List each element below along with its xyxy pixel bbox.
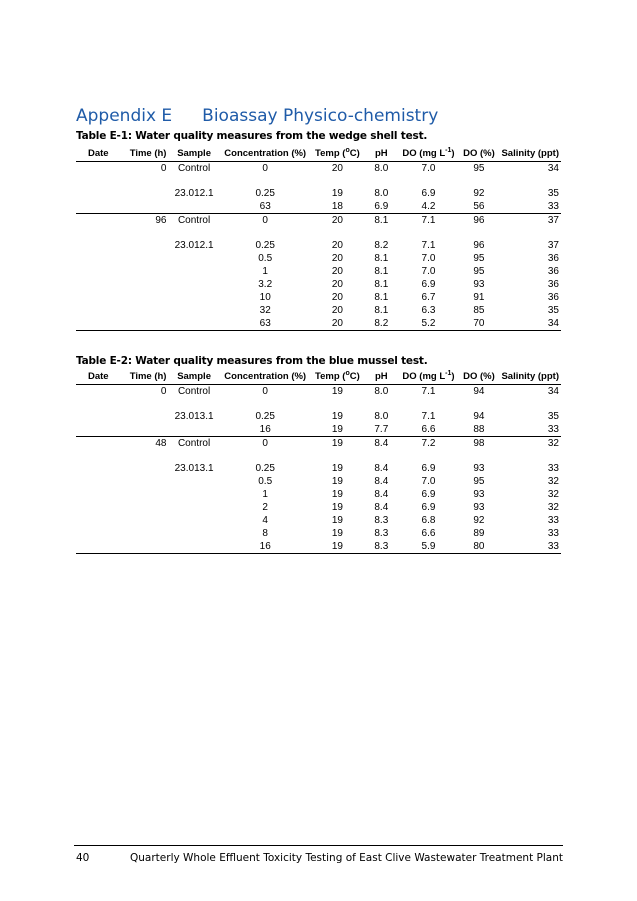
table-cell: 0.25	[255, 411, 275, 422]
table-cell: 32	[547, 489, 559, 500]
table-cell: 36	[547, 292, 559, 303]
table-cell: 19	[331, 476, 343, 487]
table-cell: 20	[331, 305, 343, 316]
table-cell: 4	[262, 515, 268, 526]
table-cell: 34	[499, 317, 561, 331]
table-cell: 0	[262, 386, 268, 397]
table-cell: 94	[473, 411, 485, 422]
table-cell: 6.9	[364, 200, 399, 214]
table-cell	[121, 291, 169, 304]
table-cell: 19	[331, 463, 343, 474]
table-cell: 89	[473, 528, 485, 539]
table-cell: 93	[473, 463, 485, 474]
table-row	[76, 540, 561, 554]
table-cell: 92	[473, 515, 485, 526]
table-cell	[121, 410, 169, 423]
table-cell	[168, 501, 219, 514]
table-cell: 34	[547, 386, 559, 397]
table-cell: 8.4	[374, 438, 389, 449]
table-cell	[121, 200, 169, 214]
table-cell: 6.8	[421, 515, 436, 526]
table-cell: 95	[473, 476, 485, 487]
table-cell: 20	[331, 292, 343, 303]
table-cell: 8.1	[374, 292, 389, 303]
table-cell	[121, 475, 169, 488]
table-cell: 23.012.1	[174, 240, 214, 251]
table-cell: 7.1	[421, 240, 436, 251]
table-row	[76, 187, 561, 200]
table-cell: 7.1	[421, 386, 436, 397]
table-cell: 23.012.1	[174, 188, 214, 199]
table-cell: 33	[499, 540, 561, 554]
appendix-title: Bioassay Physico-chemistry	[202, 106, 439, 126]
table-cell	[121, 501, 169, 514]
table-cell: 93	[473, 279, 485, 290]
table-cell: 8.1	[374, 266, 389, 277]
table-cell: 32	[547, 502, 559, 513]
table-row	[76, 437, 561, 463]
table-cell: 70	[458, 317, 499, 331]
table-row	[76, 462, 561, 475]
table-cell: 6.9	[421, 188, 436, 199]
table-cell: 20	[311, 317, 364, 331]
table-cell: 92	[473, 188, 485, 199]
table-cell	[121, 462, 169, 475]
table-cell: 19	[331, 502, 343, 513]
table-cell: 10	[259, 292, 271, 303]
table-cell: 8.1	[374, 305, 389, 316]
table-cell: 95	[473, 266, 485, 277]
table-row	[76, 291, 561, 304]
table-cell	[121, 488, 169, 501]
table-cell: 88	[458, 423, 499, 437]
table-row	[76, 239, 561, 252]
table-cell	[168, 265, 219, 278]
table-row	[76, 410, 561, 423]
table-cell: Control	[177, 163, 211, 174]
table-cell: 85	[473, 305, 485, 316]
table-e2-caption: Table E-2: Water quality measures from the blue mussel test.	[76, 355, 428, 367]
table-cell: 36	[547, 279, 559, 290]
table-cell	[76, 423, 121, 437]
table-cell: 20	[331, 253, 343, 264]
table-e2	[76, 369, 561, 554]
table-cell: 48	[155, 438, 167, 449]
table-cell	[168, 514, 219, 527]
table-cell: 8.0	[374, 188, 389, 199]
table-cell: 18	[311, 200, 364, 214]
table-cell: 35	[547, 305, 559, 316]
table-cell	[168, 252, 219, 265]
table-row	[76, 265, 561, 278]
table-cell	[76, 265, 121, 278]
table-row	[76, 252, 561, 265]
table-cell: 8.1	[374, 279, 389, 290]
table-cell	[168, 423, 219, 437]
table-cell: 16	[220, 423, 311, 437]
table-cell: 80	[458, 540, 499, 554]
table-cell	[168, 200, 219, 214]
table-cell: 19	[331, 188, 343, 199]
table-cell: 23.013.1	[174, 411, 214, 422]
table-row	[76, 527, 561, 540]
table-cell: 7.1	[421, 411, 436, 422]
table-cell: 0	[262, 438, 268, 449]
column-header: Sample	[168, 146, 219, 162]
table-cell	[76, 385, 121, 411]
table-cell: 8.2	[364, 317, 399, 331]
table-cell: 0.25	[255, 188, 275, 199]
table-cell: 7.0	[421, 163, 436, 174]
table-cell: 8.3	[374, 528, 389, 539]
table-cell: Control	[177, 438, 211, 449]
table-cell: 98	[473, 438, 485, 449]
table-cell: 6.7	[421, 292, 436, 303]
table-cell: 0.25	[255, 240, 275, 251]
table-cell: 8.4	[374, 502, 389, 513]
table-cell: 8.4	[374, 476, 389, 487]
table-cell: 36	[547, 266, 559, 277]
table-cell	[121, 317, 169, 331]
column-header: DO (mg $L^{-1}$)	[399, 369, 459, 385]
table-row	[76, 475, 561, 488]
table-cell: 56	[458, 200, 499, 214]
table-cell: 63	[220, 200, 311, 214]
column-header: Time (h)	[121, 146, 169, 162]
table-cell	[121, 540, 169, 554]
table-cell: 7.2	[421, 438, 436, 449]
table-cell	[76, 501, 121, 514]
table-cell: 96	[155, 215, 167, 226]
column-header: pH	[364, 369, 399, 385]
column-header: pH	[364, 146, 399, 162]
table-row	[76, 200, 561, 214]
table-cell: 93	[473, 489, 485, 500]
table-cell: 37	[547, 215, 559, 226]
column-header: Time (h)	[121, 369, 169, 385]
table-cell: 20	[331, 215, 343, 226]
table-cell	[76, 291, 121, 304]
table-cell: 33	[499, 423, 561, 437]
table-cell	[76, 200, 121, 214]
table-cell: 37	[547, 240, 559, 251]
table-cell: 8.2	[374, 240, 389, 251]
table-cell: 8.4	[374, 489, 389, 500]
table-cell: 20	[331, 266, 343, 277]
table-cell: 1	[262, 489, 268, 500]
table-cell: 6.9	[421, 463, 436, 474]
table-e1-caption: Table E-1: Water quality measures from the wedge shell test.	[76, 130, 428, 142]
table-cell	[168, 475, 219, 488]
table-cell	[121, 423, 169, 437]
column-header: DO (%)	[458, 369, 499, 385]
table-cell: 7.0	[421, 253, 436, 264]
table-cell: 33	[547, 528, 559, 539]
table-cell: 19	[331, 386, 343, 397]
table-row	[76, 385, 561, 411]
table-cell: 33	[547, 463, 559, 474]
table-cell	[76, 488, 121, 501]
table-cell: 0	[262, 215, 268, 226]
table-cell	[76, 514, 121, 527]
table-row	[76, 304, 561, 317]
table-cell: 91	[473, 292, 485, 303]
table-cell: 0	[160, 163, 167, 174]
table-cell: 95	[473, 253, 485, 264]
column-header: Temp ($^o$C)	[311, 369, 364, 385]
table-cell	[76, 252, 121, 265]
table-cell: 6.3	[421, 305, 436, 316]
table-cell	[121, 252, 169, 265]
table-row	[76, 214, 561, 240]
table-cell: 19	[311, 423, 364, 437]
table-cell: 0	[262, 163, 268, 174]
table-row	[76, 278, 561, 291]
table-cell	[168, 527, 219, 540]
table-cell: 3.2	[258, 279, 273, 290]
table-cell	[76, 527, 121, 540]
table-cell: 8.4	[374, 463, 389, 474]
column-header: Salinity (ppt)	[499, 369, 561, 385]
table-cell: 8.3	[364, 540, 399, 554]
table-cell: 19	[331, 411, 343, 422]
column-header: Concentration (%)	[220, 146, 311, 162]
table-cell: 34	[547, 163, 559, 174]
table-cell	[121, 527, 169, 540]
table-cell	[76, 239, 121, 252]
table-e1	[76, 146, 561, 331]
table-cell: 35	[547, 188, 559, 199]
table-cell: Control	[177, 215, 211, 226]
table-cell: 33	[547, 515, 559, 526]
table-cell: 6.6	[399, 423, 459, 437]
table-cell	[76, 304, 121, 317]
column-header: Salinity (ppt)	[499, 146, 561, 162]
table-cell: 35	[547, 411, 559, 422]
column-header: DO (%)	[458, 146, 499, 162]
column-header: Date	[76, 146, 121, 162]
table-cell	[168, 317, 219, 331]
table-cell	[121, 239, 169, 252]
table-row	[76, 317, 561, 331]
table-cell: 6.9	[421, 502, 436, 513]
column-header: Temp ($^o$C)	[311, 146, 364, 162]
table-cell: 2	[262, 502, 268, 513]
table-cell: 96	[473, 215, 485, 226]
table-header-row	[76, 369, 561, 385]
document-title: Quarterly Whole Effluent Toxicity Testing of East Clive Wastewater Treatment Plant	[130, 852, 563, 864]
table-cell: 96	[473, 240, 485, 251]
table-row	[76, 514, 561, 527]
table-cell: 20	[331, 279, 343, 290]
table-cell: 0.5	[258, 476, 273, 487]
table-cell: 8.0	[374, 163, 389, 174]
table-cell: 5.9	[399, 540, 459, 554]
table-cell: 32	[259, 305, 271, 316]
table-cell	[76, 278, 121, 291]
table-cell: 20	[331, 240, 343, 251]
table-cell	[76, 162, 121, 188]
appendix-heading	[76, 106, 438, 126]
table-cell: 32	[547, 438, 559, 449]
table-cell: 6.9	[421, 489, 436, 500]
table-cell: 8.1	[374, 253, 389, 264]
table-cell	[121, 187, 169, 200]
table-cell: 36	[547, 253, 559, 264]
table-cell: 8.1	[374, 215, 389, 226]
page-number: 40	[76, 852, 90, 864]
column-header: Date	[76, 369, 121, 385]
table-cell	[76, 437, 121, 463]
table-cell: 63	[220, 317, 311, 331]
table-cell: 95	[473, 163, 485, 174]
table-row	[76, 501, 561, 514]
table-cell: 20	[331, 163, 343, 174]
column-header: Sample	[168, 369, 219, 385]
table-cell	[76, 214, 121, 240]
table-cell	[168, 488, 219, 501]
table-row	[76, 488, 561, 501]
table-cell	[76, 462, 121, 475]
table-cell: 8.0	[374, 411, 389, 422]
table-cell: 23.013.1	[174, 463, 214, 474]
table-cell	[121, 514, 169, 527]
table-cell: 33	[499, 200, 561, 214]
table-cell: 93	[473, 502, 485, 513]
table-cell	[121, 265, 169, 278]
table-cell	[76, 475, 121, 488]
table-cell: Control	[177, 386, 211, 397]
table-cell: 19	[331, 489, 343, 500]
column-header: Concentration (%)	[220, 369, 311, 385]
table-cell: 7.1	[421, 215, 436, 226]
table-cell: 6.9	[421, 279, 436, 290]
table-cell	[76, 317, 121, 331]
table-cell: 7.7	[364, 423, 399, 437]
appendix-label: Appendix E	[76, 106, 173, 126]
table-cell	[121, 304, 169, 317]
table-cell: 4.2	[399, 200, 459, 214]
table-cell: 1	[262, 266, 268, 277]
table-cell: 8.0	[374, 386, 389, 397]
table-cell: 5.2	[399, 317, 459, 331]
table-cell: 19	[331, 528, 343, 539]
table-cell: 19	[311, 540, 364, 554]
table-row	[76, 162, 561, 188]
column-header: DO (mg $L^{-1}$)	[399, 146, 459, 162]
table-cell: 7.0	[421, 266, 436, 277]
table-cell: 8.3	[374, 515, 389, 526]
table-cell	[168, 278, 219, 291]
table-cell	[168, 540, 219, 554]
table-cell: 0.5	[258, 253, 273, 264]
table-cell: 19	[331, 438, 343, 449]
table-cell: 32	[547, 476, 559, 487]
table-cell	[76, 540, 121, 554]
table-cell: 16	[220, 540, 311, 554]
table-cell	[168, 291, 219, 304]
table-header-row	[76, 146, 561, 162]
footer-divider	[74, 845, 563, 846]
table-cell: 0.25	[255, 463, 275, 474]
table-cell: 0	[160, 386, 167, 397]
table-cell: 8	[262, 528, 268, 539]
table-cell: 94	[473, 386, 485, 397]
table-cell: 7.0	[421, 476, 436, 487]
table-cell	[76, 187, 121, 200]
table-cell	[168, 304, 219, 317]
table-cell: 6.6	[421, 528, 436, 539]
table-cell	[121, 278, 169, 291]
table-cell	[76, 410, 121, 423]
table-cell: 19	[331, 515, 343, 526]
table-row	[76, 423, 561, 437]
